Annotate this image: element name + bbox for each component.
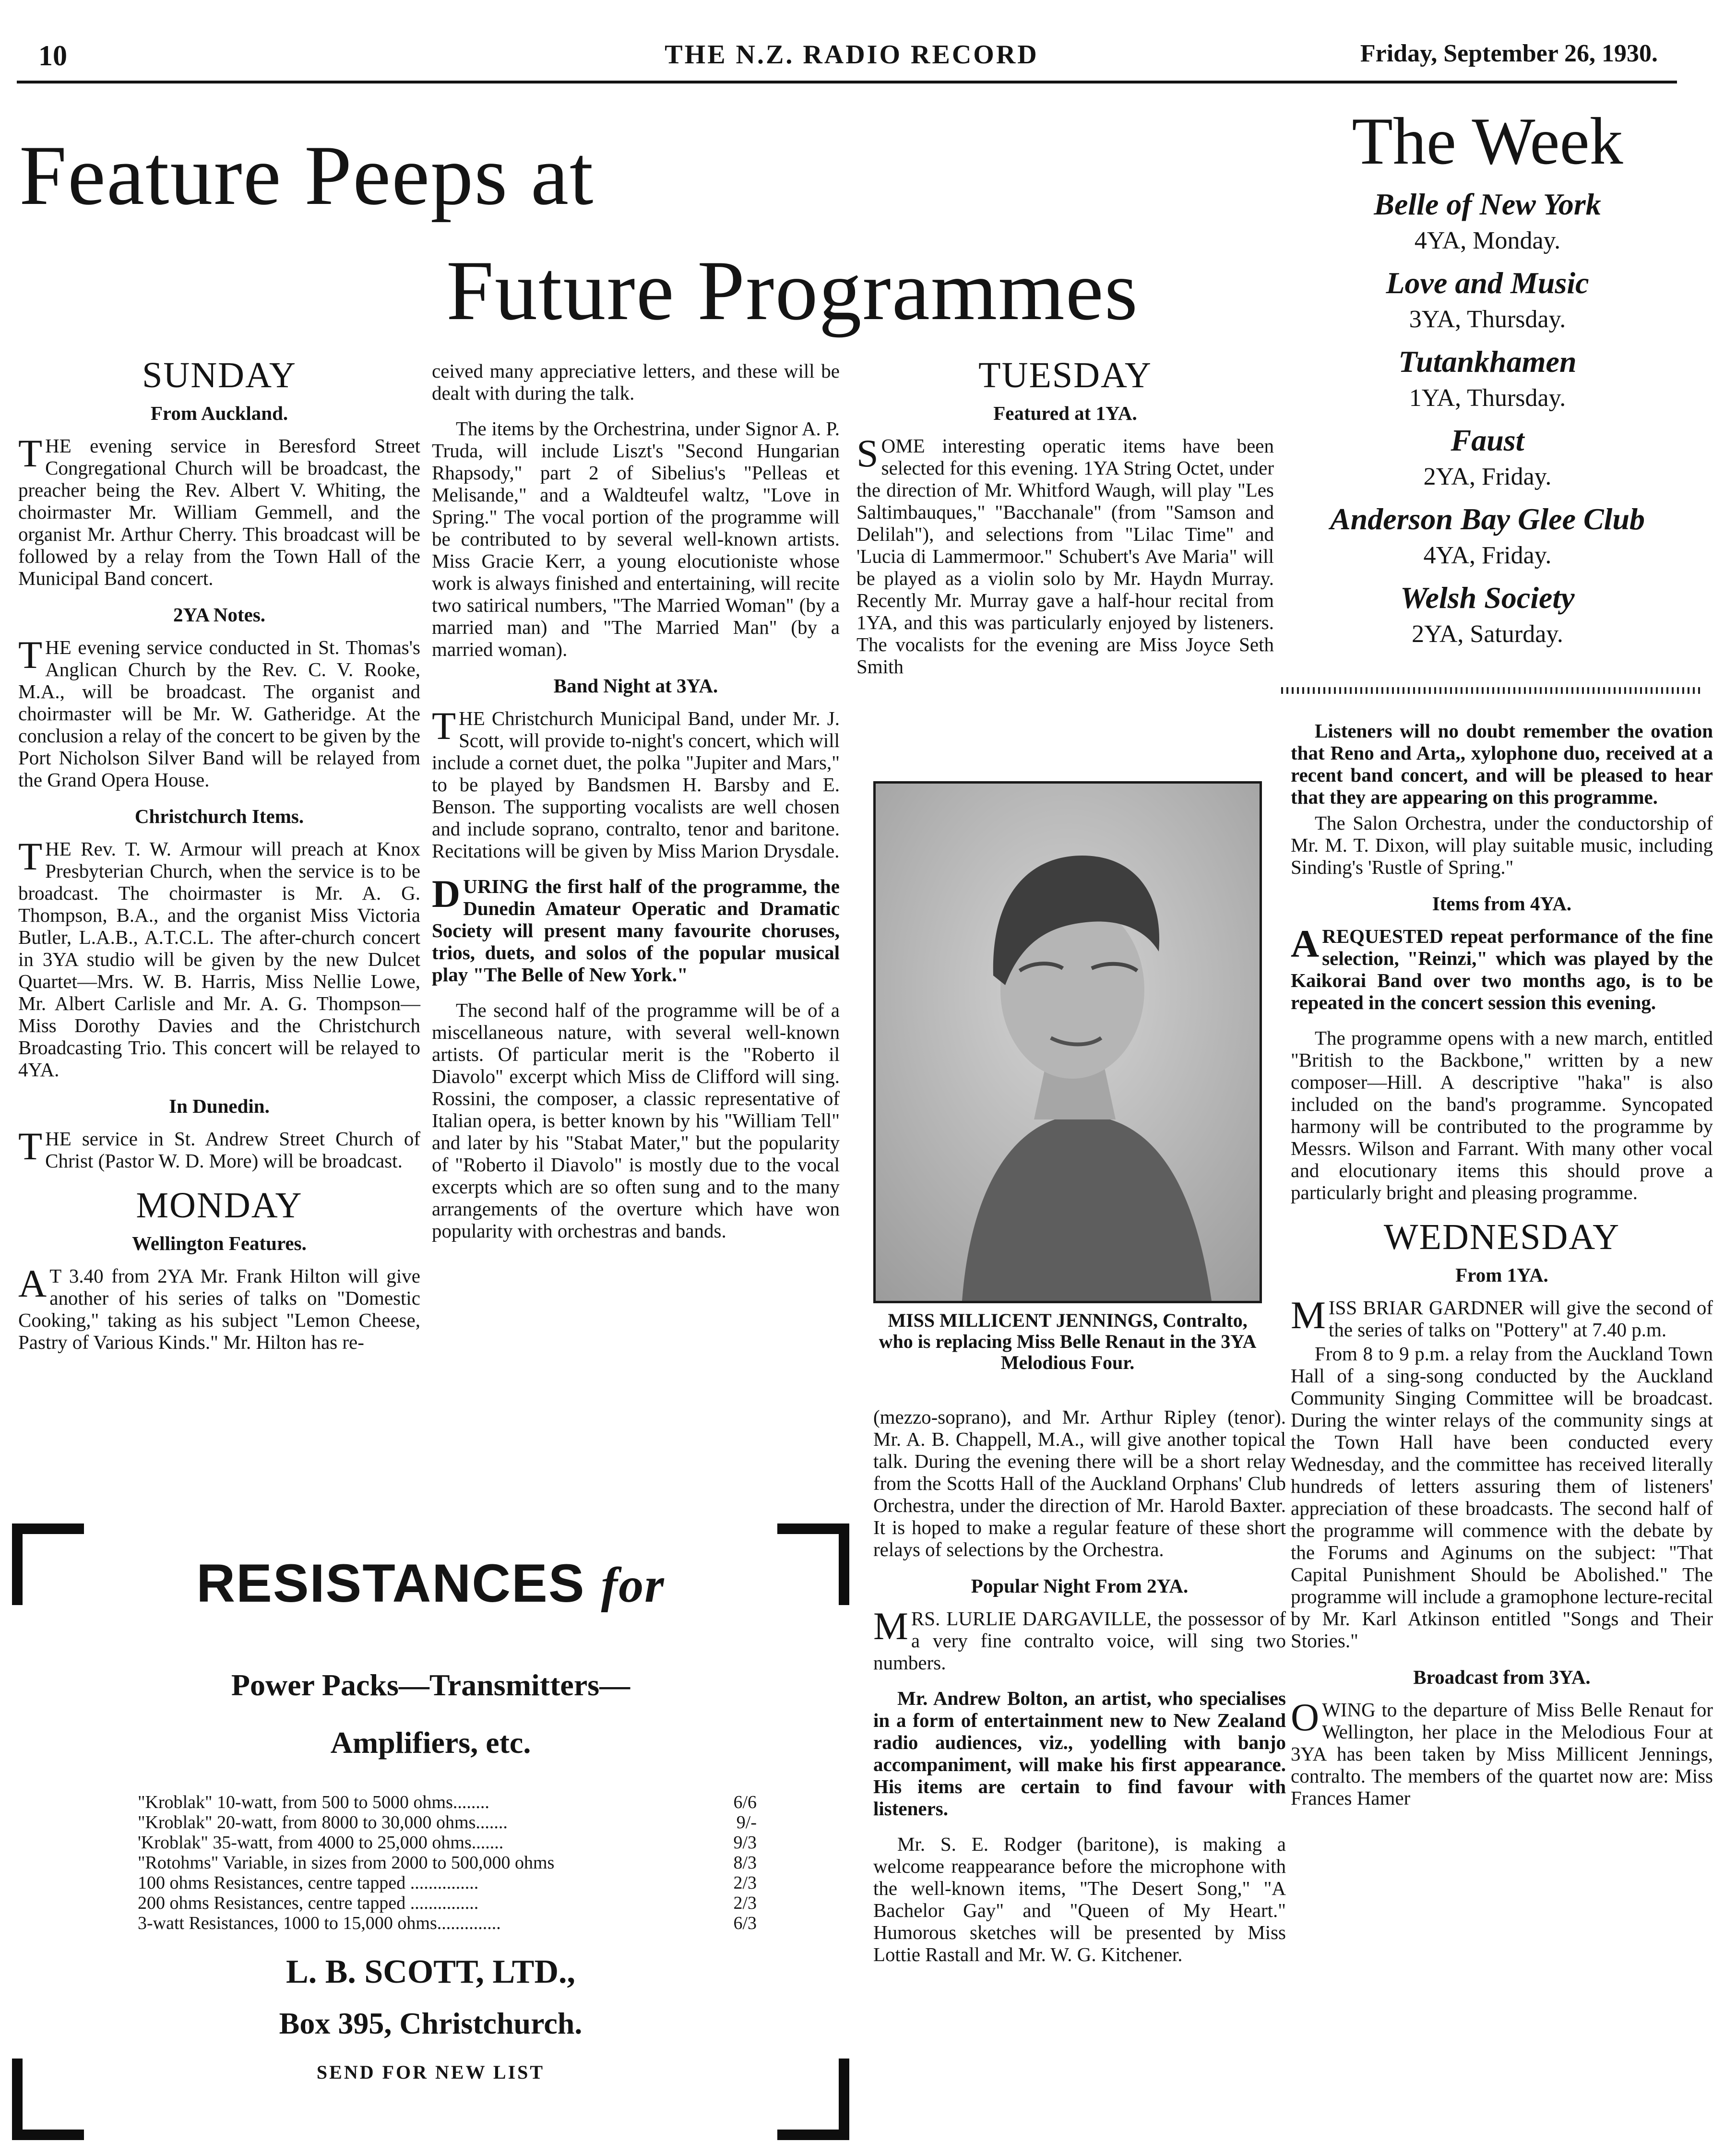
- article-paragraph: A T 3.40 from 2YA Mr. Frank Hilton will give another of his series of talks on "Domestic Cooking," taking as his subject "Lemon Cheese, Pastry of Various Kinds." Mr. Hilton has re-: [18, 1261, 420, 1353]
- week-station: 4YA, Monday.: [1414, 227, 1561, 254]
- price-row: [138, 1853, 757, 1873]
- article-paragraph: Listeners will no doubt remember the ovation that Reno and Arta,, xylophone duo, received at a recent band concert, and will be pleased to hear that they are appearing on this programme.: [1291, 720, 1713, 808]
- price-value: 9/-: [736, 1812, 757, 1833]
- ad-heading-for: for: [601, 1558, 665, 1613]
- article-paragraph: (mezzo-soprano), and Mr. Arthur Ripley (tenor). Mr. A. B. Chappell, M.A., will give another topical talk. During the evening there will be a short relay from the Scotts Hall of the Auckland Orphans' Club Orchestra, under the direction of Mr. Harold Baxter. It is hoped to make a regular feature of these short relays of selections by the Orchestra.: [873, 1406, 1286, 1560]
- subheading: From 1YA.: [1455, 1264, 1548, 1286]
- company-address: Box 395, Christchurch.: [279, 2006, 583, 2040]
- price-item: "Kroblak" 20-watt, from 8000 to 30,000 ohms.......: [138, 1812, 508, 1833]
- week-item: [1276, 421, 1699, 494]
- price-item: "Kroblak" 10-watt, from 500 to 5000 ohms........: [138, 1792, 489, 1812]
- week-station: 3YA, Thursday.: [1409, 306, 1566, 333]
- price-item: 200 ohms Resistances, centre tapped ...............: [138, 1893, 479, 1913]
- article-paragraph: THE evening service conducted in St. Thomas's Anglican Church by the Rev. C. V. Rooke, M.A., will be broadcast. The organist and choirmaster will be Mr. W. Gatheridge. At the conclusion a relay of the concert to be given by the Port Nicholson Silver Band will be relayed from the Grand Opera House.: [18, 633, 420, 791]
- article-paragraph: Mr. S. E. Rodger (baritone), is making a welcome reappearance before the microphone with the well-known items, "The Desert Song," "A Bachelor Gay" and "Queen of My Heart." Humorous sketches will be presented by Miss Lottie Rastall and Mr. W. G. Kitchener.: [873, 1833, 1286, 1965]
- ad-headline: [12, 1552, 849, 1614]
- subheading: Featured at 1YA.: [993, 402, 1137, 424]
- week-station: 1YA, Thursday.: [1409, 384, 1566, 412]
- week-station: 4YA, Friday.: [1423, 542, 1552, 569]
- portrait-photo: [873, 781, 1262, 1303]
- week-item: [1276, 500, 1699, 572]
- article-paragraph: MRS. LURLIE DARGAVILLE, the possessor of a very fine contralto voice, will sing two numbers.: [873, 1604, 1286, 1674]
- price-value: 2/3: [733, 1873, 757, 1893]
- article-paragraph: THE service in St. Andrew Street Church of Christ (Pastor W. D. More) will be broadcast.: [18, 1124, 420, 1172]
- issue-date: Friday, September 26, 1930.: [1360, 40, 1658, 67]
- article-paragraph: The items by the Orchestrina, under Signor A. P. Truda, will include Liszt's "Second Hungarian Rhapsody," part 2 of Sibelius's "Pelleas et Melisande," and a Waldteufel waltz, "Love in Spring." The vocal portion of the programme will be contributed to by several well-known artists. Miss Gracie Kerr, a young elocutioniste whose work is always finished and entertaining, will recite two satirical numbers, "The Married Woman" (by a married man) and "The Married Man" (by a married woman).: [432, 417, 840, 660]
- subheading: In Dunedin.: [169, 1095, 270, 1117]
- headline-line-1: Feature Peeps at: [19, 128, 595, 223]
- column-2: [432, 360, 840, 1255]
- send-for-list: SEND FOR NEW LIST: [316, 2061, 545, 2083]
- the-week-title: The Week: [1352, 104, 1623, 179]
- ad-heading-word: RESISTANCES: [196, 1553, 585, 1613]
- drop-cap: T: [18, 834, 43, 878]
- week-show: Tutankhamen: [1398, 345, 1577, 379]
- price-value: 6/3: [733, 1913, 757, 1933]
- price-row: [138, 1792, 757, 1812]
- subheading: From Auckland.: [150, 402, 288, 424]
- drop-cap: T: [18, 431, 43, 475]
- article-paragraph: The programme opens with a new march, entitled "British to the Backbone," written by a new composer—Hill. A descriptive "haka" is also included on the band's programme. Syncopated harmony will be contributed to the programme by Messrs. Wilson and Farrant. With many other vocal and elocutionary items this should prove a particularly bright and pleasing programme.: [1291, 1027, 1713, 1203]
- subheading: Items from 4YA.: [1432, 893, 1572, 915]
- price-item: "Rotohms" Variable, in sizes from 2000 to 500,000 ohms: [138, 1853, 555, 1873]
- article-paragraph: Mr. Andrew Bolton, an artist, who specialises in a form of entertainment new to New Zealand radio audiences, viz., yodelling with banjo accompaniment, will make his first appearance. His items are certain to find favour with listeners.: [873, 1687, 1286, 1820]
- ad-bracket: [12, 2130, 84, 2140]
- price-value: 9/3: [733, 1833, 757, 1853]
- price-row: [138, 1833, 757, 1853]
- company-name: L. B. SCOTT, LTD.,: [286, 1953, 575, 1990]
- photo-caption: MISS MILLICENT JENNINGS, Contralto, who is replacing Miss Belle Renaut in the 3YA Melodious Four.: [879, 1309, 1257, 1373]
- week-show: Faust: [1451, 423, 1524, 457]
- article-paragraph: From 8 to 9 p.m. a relay from the Auckland Town Hall of a sing-song conducted by the Auckland Community Singing Committee will be broadcast. During the winter relays of the community sings at the Town Hall have been conducted every Wednesday, and the committee has received literally hundreds of letters assuring them of listeners' appreciation of these broadcasts. The second half of the programme will commence with the debate by the Forums and Aginums on the subject: "That Capital Punishment Should be Abolished." The programme will include a gramophone lecture-recital by Mr. Karl Atkinson entitled "Songs and Their Stories.": [1291, 1343, 1713, 1652]
- week-item: [1276, 578, 1699, 651]
- article-paragraph: THE Christchurch Municipal Band, under Mr. J. Scott, will provide to-night's concert, which will include a cornet duet, the polka "Jupiter and Mars," to be played by Bandsmen H. Barsby and E. Benson. The supporting vocalists are well chosen and include soprano, contralto, tenor and baritone. Recitations will be given by Miss Marion Drysdale.: [432, 704, 840, 862]
- page-number: 10: [38, 40, 67, 71]
- price-row: [138, 1893, 757, 1913]
- price-list: [138, 1792, 757, 1933]
- price-value: 2/3: [733, 1893, 757, 1913]
- article-paragraph: AREQUESTED repeat performance of the fine selection, "Reinzi," which was played by the Kaikorai Band over two months ago, is to be repeated in the concert session this evening.: [1291, 922, 1713, 1013]
- price-row: [138, 1913, 757, 1933]
- subheading: Wellington Features.: [132, 1232, 307, 1254]
- subheading: Popular Night From 2YA.: [971, 1575, 1189, 1597]
- week-station: 2YA, Friday.: [1423, 463, 1552, 490]
- day-heading-monday: MONDAY: [136, 1185, 303, 1226]
- ad-subheading: Amplifiers, etc.: [330, 1726, 531, 1760]
- drop-cap: T: [18, 633, 43, 677]
- drop-cap: O: [1291, 1695, 1320, 1739]
- drop-cap: M: [873, 1604, 908, 1648]
- price-item: 'Kroblak" 35-watt, from 4000 to 25,000 ohms.......: [138, 1833, 504, 1853]
- the-week-list: [1276, 185, 1699, 657]
- publication-name: THE N.Z. RADIO RECORD: [665, 40, 1039, 70]
- day-heading-sunday: SUNDAY: [142, 355, 297, 395]
- article-paragraph: THE Rev. T. W. Armour will preach at Knox Presbyterian Church, when the service is to be broadcast. The choirmaster is Mr. A. G. Thompson, B.A., and the organist Miss Victoria Butler, L.A.B., A.T.C.L. The after-church concert in 3YA studio will be given by the new Dulcet Quartet—Mrs. W. B. Harris, Miss Nellie Lowe, Mr. Albert Carlisle and Mr. A. G. Thompson—Miss Dorothy Davies and the Christchurch Broadcasting Trio. This concert will be relayed to 4YA.: [18, 834, 420, 1081]
- price-item: 100 ohms Resistances, centre tapped ...............: [138, 1873, 479, 1893]
- week-item: [1276, 185, 1699, 258]
- price-item: 3-watt Resistances, 1000 to 15,000 ohms..............: [138, 1913, 501, 1933]
- week-item: [1276, 263, 1699, 336]
- day-heading-wednesday: WEDNESDAY: [1383, 1217, 1620, 1257]
- week-show: Welsh Society: [1400, 581, 1575, 615]
- column-4: [1291, 720, 1713, 1822]
- price-value: 8/3: [733, 1853, 757, 1873]
- header-rule: [17, 81, 1677, 83]
- price-row: [138, 1873, 757, 1893]
- dotted-divider: [1281, 687, 1703, 694]
- article-paragraph: DURING the first half of the programme, the Dunedin Amateur Operatic and Dramatic Society will present many favourite choruses, trios, duets, and solos of the popular musical play "The Belle of New York.": [432, 872, 840, 986]
- price-value: 6/6: [733, 1792, 757, 1812]
- column-tuesday-continued: [873, 1406, 1286, 1979]
- resistances-advertisement: [12, 1523, 849, 2140]
- week-show: Anderson Bay Glee Club: [1330, 502, 1645, 536]
- price-row: [138, 1812, 757, 1833]
- week-show: Belle of New York: [1374, 187, 1601, 221]
- article-paragraph: OWING to the departure of Miss Belle Renaut for Wellington, her place in the Melodious Four at 3YA has been taken by Miss Millicent Jennings, contralto. The members of the quartet now are: Miss Frances Hamer: [1291, 1695, 1713, 1809]
- week-show: Love and Music: [1386, 266, 1589, 300]
- drop-cap: T: [18, 1124, 43, 1168]
- article-paragraph: The second half of the programme will be of a miscellaneous nature, with several well-known artists. Of particular merit is the "Roberto il Diavolo" excerpt which Miss de Clifford will sing. Rossini, the composer, a classic representative of Italian opera, is better known by his "William Tell" and later by his "Stabat Mater," but the popularity of "Roberto il Diavolo" is mostly due to the vocal excerpts which are so often sung and to the many arrangements of the overture which have won popularity with orchestras and bands.: [432, 999, 840, 1242]
- drop-cap: A: [18, 1261, 47, 1305]
- column-tuesday: [856, 355, 1274, 691]
- portrait-illustration: [876, 784, 1260, 1301]
- subheading: Band Night at 3YA.: [553, 675, 718, 697]
- ad-subheading: Power Packs—Transmitters—: [231, 1668, 630, 1702]
- drop-cap: S: [856, 431, 879, 475]
- headline-line-2: Future Programmes: [446, 243, 1139, 338]
- drop-cap: D: [432, 872, 461, 916]
- page-header: [26, 39, 1677, 78]
- subheading: 2YA Notes.: [173, 604, 266, 626]
- article-paragraph: The Salon Orchestra, under the conductorship of Mr. M. T. Dixon, will play suitable music, including Sinding's 'Rustle of Spring.": [1291, 812, 1713, 878]
- article-paragraph: ceived many appreciative letters, and these will be dealt with during the talk.: [432, 360, 840, 404]
- drop-cap: T: [432, 704, 456, 748]
- drop-cap: M: [1291, 1293, 1326, 1337]
- week-item: [1276, 342, 1699, 415]
- drop-cap: A: [1291, 922, 1320, 965]
- article-paragraph: MISS BRIAR GARDNER will give the second of the series of talks on "Pottery" at 7.40 p.m.: [1291, 1293, 1713, 1341]
- article-paragraph: THE evening service in Beresford Street Congregational Church will be broadcast, the preacher being the Rev. Albert V. Whiting, the choirmaster Mr. William Gemmell, and the organist Mr. Arthur Cherry. This broadcast will be followed by a relay from the Town Hall of the Municipal Band concert.: [18, 431, 420, 589]
- column-sunday: [18, 355, 420, 1367]
- subheading: Christchurch Items.: [134, 805, 304, 827]
- day-heading-tuesday: TUESDAY: [978, 355, 1152, 395]
- subheading: Broadcast from 3YA.: [1413, 1666, 1591, 1688]
- week-station: 2YA, Saturday.: [1412, 620, 1563, 648]
- ad-bracket: [12, 1523, 84, 1534]
- article-paragraph: SOME interesting operatic items have been selected for this evening. 1YA String Octet, under the direction of Mr. Whitford Waugh, will play "Les Saltimbauques," "Bacchanale" (from "Samson and Delilah"), and selections from "Lilac Time" and 'Lucia di Lammermoor." Schubert's Ave Maria" will be played as a violin solo by Mr. Haydn Murray. Recently Mr. Murray gave a half-hour recital from 1YA, and this was particularly enjoyed by listeners. The vocalists for the evening are Miss Joyce Seth Smith: [856, 431, 1274, 678]
